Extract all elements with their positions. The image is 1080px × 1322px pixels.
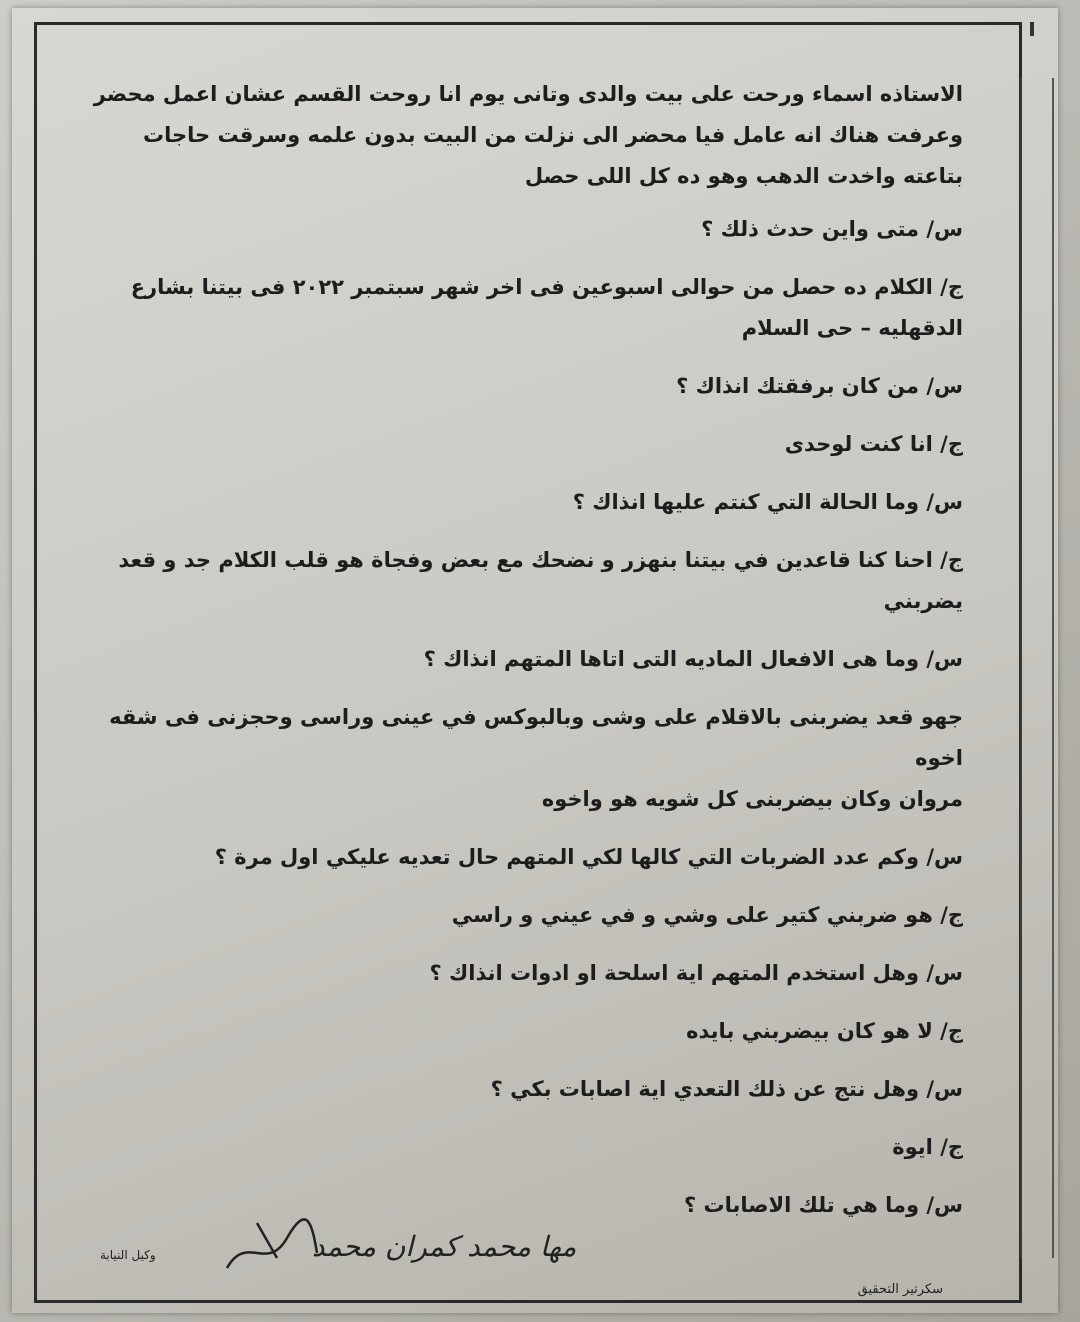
intro-line: بتاعته واخدت الدهب وهو ده كل اللى حصل [524,164,963,188]
qa-line: س/ وهل استخدم المتهم اية اسلحة او ادوات انذاك ؟ [429,961,963,985]
qa-line: ج/ هو ضربني كتير على وشي و في عيني و راسي [451,903,963,927]
qa-line: ج/ احنا كنا قاعدين في بيتنا بنهزر و نضحك مع بعض وفجاة هو قلب الكلام جد و قعد [118,548,963,572]
question [82,837,963,878]
qa-line: الدقهليه – حى السلام [741,316,963,340]
qa-line: س/ وما الحالة التي كنتم عليها انذاك ؟ [572,490,963,514]
signature-area [12,1208,1058,1318]
answer [82,895,963,936]
qa-line: س/ من كان برفقتك انذاك ؟ [676,374,963,398]
qa-line: س/ متى واين حدث ذلك ؟ [701,217,963,241]
intro-paragraph [82,74,963,197]
answer [82,424,963,465]
question [82,482,963,523]
corner-mark [1030,22,1034,36]
question [82,209,963,250]
answer [82,1011,963,1052]
qa-line: س/ وهل نتج عن ذلك التعدي اية اصابات بكي ؟ [490,1077,963,1101]
qa-line: جهو قعد يضربنى بالاقلام على وشى وبالبوكس في عينى وراسى وحجزنى فى شقه اخوه [109,705,963,770]
intro-line: وعرفت هناك انه عامل فيا محضر الى نزلت من البيت بدون علمه وسرقت حاجات [142,123,963,147]
question [82,639,963,680]
answer [82,267,963,349]
qa-line: يضربني [883,589,963,613]
answer [82,697,963,820]
qa-line: س/ وما هى الافعال الماديه التى اتاها المتهم انذاك ؟ [423,647,963,671]
investigation-text [82,74,963,1243]
prosecutor-label: وكيل النيابة [100,1248,156,1262]
qa-line: ج/ الكلام ده حصل من حوالى اسبوعين فى اخر شهر سبتمبر ٢٠٢٢ فى بيتنا بشارع [130,275,963,299]
page-edge-lines [1020,78,1054,1258]
qa-line: ج/ انا كنت لوحدى [784,432,963,456]
signature-scribble-icon [217,1213,327,1283]
witness-signature: مها محمد كمران محمد [312,1230,577,1263]
intro-line: الاستاذه اسماء ورحت على بيت والدى وتانى يوم انا روحت القسم عشان اعمل محضر [93,82,963,106]
paper-sheet [12,8,1058,1313]
answer [82,540,963,622]
qa-line: ج/ ايوة [892,1135,963,1159]
question [82,1069,963,1110]
qa-line: مروان وكان بيضربنى كل شويه هو واخوه [541,787,963,811]
qa-line: س/ وكم عدد الضربات التي كالها لكي المتهم حال تعديه عليكي اول مرة ؟ [214,845,963,869]
secretary-label: سكرتير التحقيق [857,1282,943,1297]
qa-line: س/ وما هي تلك الاصابات ؟ [683,1193,963,1217]
answer [82,1127,963,1168]
question [82,953,963,994]
qa-line: ج/ لا هو كان بيضربني بايده [686,1019,963,1043]
question [82,366,963,407]
